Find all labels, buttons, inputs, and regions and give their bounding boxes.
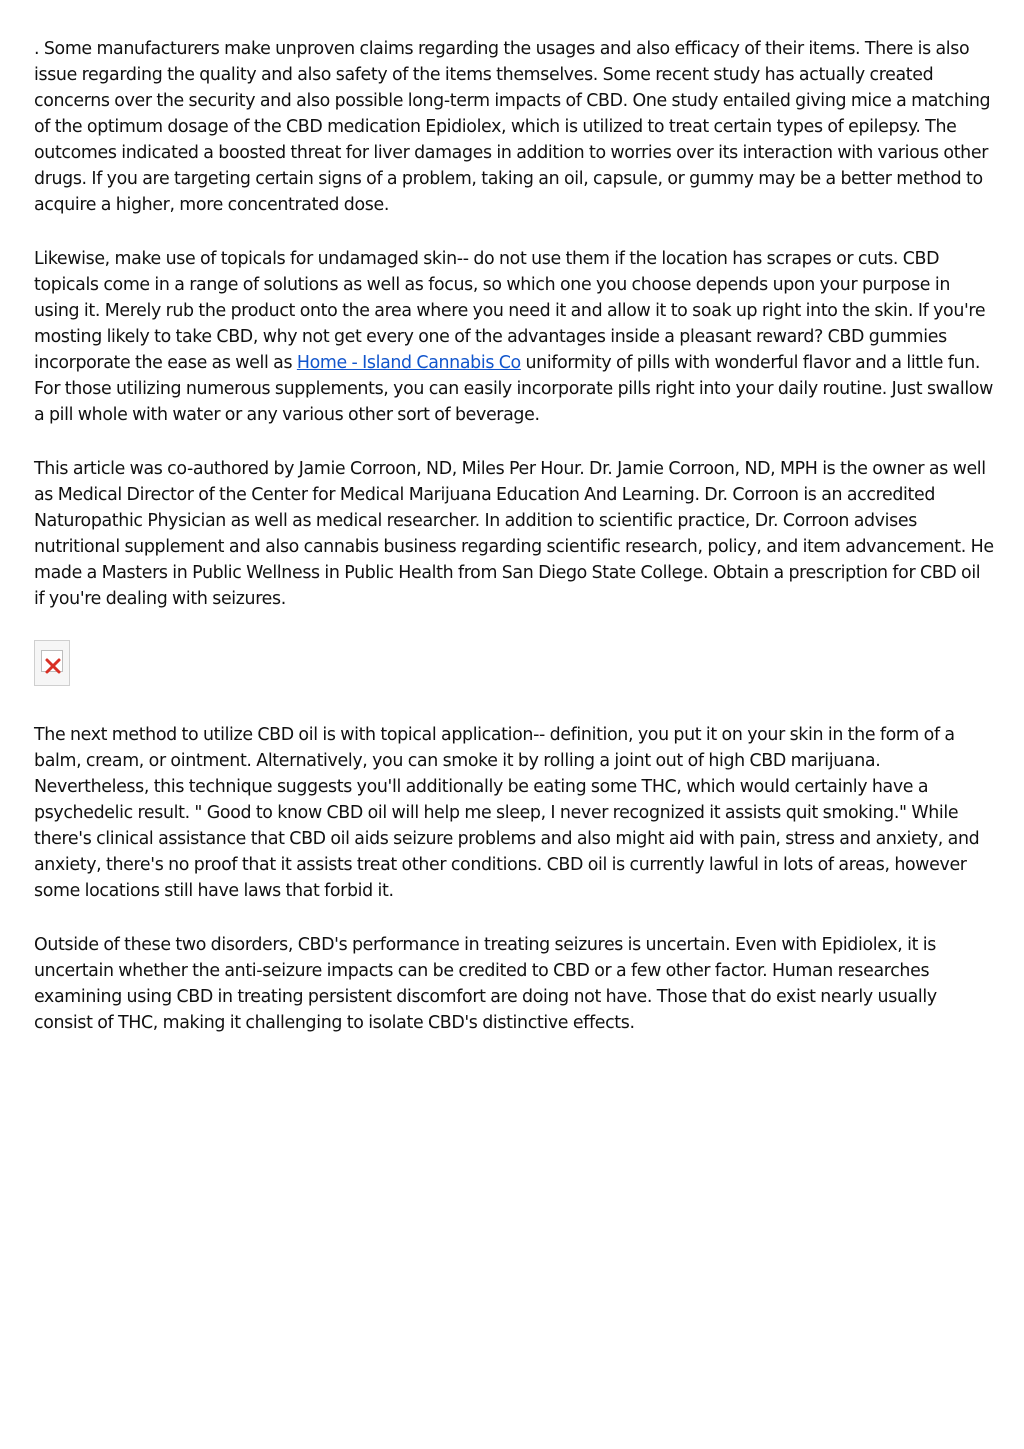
broken-image bbox=[34, 640, 70, 686]
paragraph-5: Outside of these two disorders, CBD's performance in treating seizures is uncertain. Even with Epidiolex, it is uncertain whether the anti-seizure impacts can be credited to CBD or a few other factor. Human researches examining using CBD in treating persistent discomfort are doing not have. Those that do exist nearly usually consist of THC, making it challenging to isolate CBD's distinctive effects. bbox=[34, 935, 937, 1033]
paragraph-2-text-end: uniformity of pills with wonderful flavor and a little fun. For those utilizing numerous supplements, you can easily incorporate pills right into your daily routine. Just swallow a pill whole with water or any various other sort of beverage. bbox=[34, 353, 993, 425]
island-cannabis-link[interactable]: Home - Island Cannabis Co bbox=[296, 353, 521, 373]
paragraph-3: This article was co-authored by Jamie Corroon, ND, Miles Per Hour. Dr. Jamie Corroon, ND, MPH is the owner as well as Medical Director of the Center for Medical Marijuana Education And Learning. Dr. Corroon is an accredited Naturopathic Physician as well as medical researcher. In addition to scientific practice, Dr. Corroon advises nutritional supplement and also cannabis business regarding scientific research, policy, and item advancement. He made a Masters in Public Wellness in Public Health from San Diego State College. Obtain a prescription for CBD oil if you're dealing with seizures. bbox=[34, 459, 994, 609]
broken-image-icon bbox=[38, 644, 68, 682]
paragraph-4: The next method to utilize CBD oil is with topical application-- definition, you put it on your skin in the form of a balm, cream, or ointment. Alternatively, you can smoke it by rolling a joint out of high CBD marijuana. Nevertheless, this technique suggests you'll additionally be eating some THC, which would certainly have a psychedelic result. " Good to know CBD oil will help me sleep, I never recognized it assists quit smoking." While there's clinical assistance that CBD oil aids seizure problems and also might aid with pain, stress and anxiety, and anxiety, there's no proof that it assists treat other conditions. CBD oil is currently lawful in lots of areas, however some locations still have laws that forbid it. bbox=[34, 725, 980, 901]
paragraph-2-text-start: Likewise, make use of topicals for undamaged skin-- do not use them if the location has scrapes or cuts. CBD topicals come in a range of solutions as well as focus, so which one you choose depends upon your purpose in using it. Merely rub the product onto the area where you need it and allow it to soak up right into the skin. If you're mosting likely to take CBD, why not get every one of the advantages inside a pleasant reward? CBD gummies incorporate the ease as well as bbox=[34, 249, 986, 373]
paragraph-2 bbox=[34, 246, 994, 428]
article-body bbox=[34, 36, 994, 1064]
paragraph-1: . Some manufacturers make unproven claims regarding the usages and also efficacy of their items. There is also issue regarding the quality and also safety of the items themselves. Some recent study has actually created concerns over the security and also possible long-term impacts of CBD. One study entailed giving mice a matching of the optimum dosage of the CBD medication Epidiolex, which is utilized to treat certain types of epilepsy. The outcomes indicated a boosted threat for liver damages in addition to worries over its interaction with various other drugs. If you are targeting certain signs of a problem, taking an oil, capsule, or gummy may be a better method to acquire a higher, more concentrated dose. bbox=[34, 39, 991, 215]
